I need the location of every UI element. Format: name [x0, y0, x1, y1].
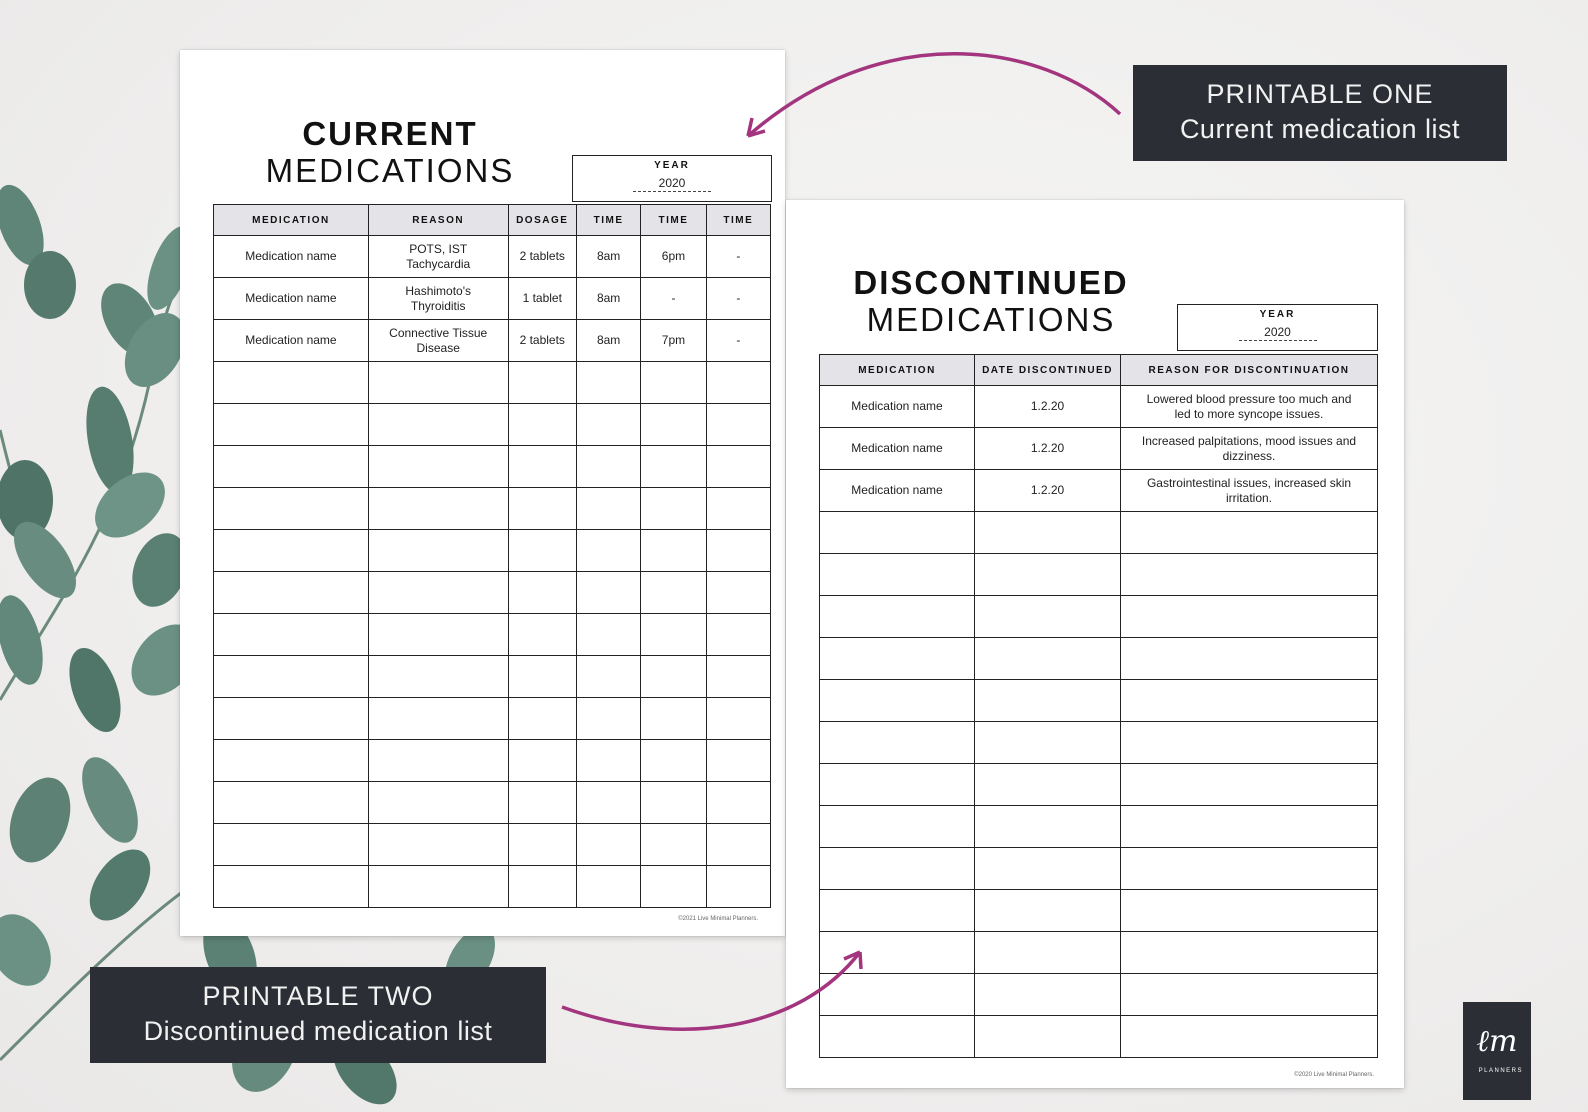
blank-table-row: [214, 404, 771, 446]
logo-wordmark: PLANNERS: [1478, 1068, 1523, 1074]
empty-cell[interactable]: [368, 404, 508, 446]
empty-cell[interactable]: [214, 656, 369, 698]
empty-cell[interactable]: [820, 806, 975, 848]
empty-cell[interactable]: [706, 740, 770, 782]
empty-cell[interactable]: [214, 446, 369, 488]
empty-cell[interactable]: [1121, 806, 1378, 848]
table-cell[interactable]: Gastrointestinal issues, increased skin irritation.: [1121, 470, 1378, 512]
table-cell[interactable]: 1.2.20: [975, 470, 1121, 512]
empty-cell[interactable]: [214, 572, 369, 614]
table-cell[interactable]: 2 tablets: [508, 320, 576, 362]
blank-table-row: [214, 740, 771, 782]
blank-table-row: [820, 764, 1378, 806]
empty-cell[interactable]: [368, 530, 508, 572]
table-header-row: [820, 355, 1378, 386]
blank-table-row: [214, 530, 771, 572]
empty-cell[interactable]: [706, 824, 770, 866]
table-cell[interactable]: Medication name: [820, 428, 975, 470]
blank-table-row: [820, 974, 1378, 1016]
empty-cell[interactable]: [576, 782, 640, 824]
empty-cell[interactable]: [641, 740, 706, 782]
empty-cell[interactable]: [706, 362, 770, 404]
table-header-row: [214, 205, 771, 236]
column-header: TIME: [576, 205, 640, 236]
empty-cell[interactable]: [641, 362, 706, 404]
empty-cell[interactable]: [1121, 554, 1378, 596]
table-row: [214, 320, 771, 362]
empty-cell[interactable]: [820, 974, 975, 1016]
empty-cell[interactable]: [641, 656, 706, 698]
year-underline: [633, 190, 711, 192]
empty-cell[interactable]: [706, 446, 770, 488]
table-cell[interactable]: 7pm: [641, 320, 706, 362]
table-cell[interactable]: Medication name: [214, 278, 369, 320]
empty-cell[interactable]: [820, 1016, 975, 1058]
empty-cell[interactable]: [1121, 722, 1378, 764]
callout-subtitle: Current medication list: [1179, 114, 1461, 144]
current-medications-sheet: [180, 50, 785, 936]
empty-cell[interactable]: [975, 890, 1121, 932]
table-cell[interactable]: POTS, IST Tachycardia: [368, 236, 508, 278]
year-value: 2020: [658, 176, 686, 190]
empty-cell[interactable]: [641, 824, 706, 866]
discontinued-title-bold: DISCONTINUED: [853, 264, 1129, 301]
discontinued-title-light: MEDICATIONS: [866, 301, 1116, 338]
table-cell[interactable]: Medication name: [214, 320, 369, 362]
empty-cell[interactable]: [1121, 680, 1378, 722]
empty-cell[interactable]: [508, 530, 576, 572]
empty-cell[interactable]: [706, 488, 770, 530]
empty-cell[interactable]: [641, 404, 706, 446]
blank-table-row: [214, 824, 771, 866]
empty-cell[interactable]: [368, 614, 508, 656]
empty-cell[interactable]: [975, 932, 1121, 974]
current-medications-table: [213, 204, 771, 908]
empty-cell[interactable]: [576, 362, 640, 404]
empty-cell[interactable]: [576, 824, 640, 866]
table-row: [820, 470, 1378, 512]
empty-cell[interactable]: [1121, 848, 1378, 890]
empty-cell[interactable]: [820, 596, 975, 638]
empty-cell[interactable]: [975, 680, 1121, 722]
empty-cell[interactable]: [508, 698, 576, 740]
empty-cell[interactable]: [820, 890, 975, 932]
empty-cell[interactable]: [1121, 1016, 1378, 1058]
empty-cell[interactable]: [508, 404, 576, 446]
empty-cell[interactable]: [508, 740, 576, 782]
column-header: TIME: [641, 205, 706, 236]
empty-cell[interactable]: [641, 614, 706, 656]
printable-two-callout: [90, 967, 546, 1063]
empty-cell[interactable]: [706, 866, 770, 908]
year-underline: [1239, 339, 1317, 341]
lm-monogram-icon: ℓm: [1476, 1024, 1518, 1059]
empty-cell[interactable]: [214, 824, 369, 866]
empty-cell[interactable]: [508, 866, 576, 908]
table-cell[interactable]: -: [641, 278, 706, 320]
empty-cell[interactable]: [508, 362, 576, 404]
empty-cell[interactable]: [576, 404, 640, 446]
empty-cell[interactable]: [214, 740, 369, 782]
empty-cell[interactable]: [820, 512, 975, 554]
empty-cell[interactable]: [368, 488, 508, 530]
callout-title: PRINTABLE TWO: [202, 981, 434, 1011]
current-title-light: MEDICATIONS: [265, 152, 515, 189]
empty-cell[interactable]: [975, 638, 1121, 680]
empty-cell[interactable]: [508, 488, 576, 530]
blank-table-row: [820, 722, 1378, 764]
empty-cell[interactable]: [508, 656, 576, 698]
empty-cell[interactable]: [975, 596, 1121, 638]
callout-subtitle: Discontinued medication list: [143, 1016, 493, 1046]
discontinued-medications-table: [819, 354, 1378, 1058]
current-title-bold: CURRENT: [302, 115, 478, 152]
table-cell[interactable]: 1.2.20: [975, 386, 1121, 428]
discontinued-medications-sheet: [786, 200, 1404, 1088]
empty-cell[interactable]: [706, 404, 770, 446]
copyright: ©2020 Live Minimal Planners.: [1294, 1072, 1374, 1078]
table-cell[interactable]: 8am: [576, 320, 640, 362]
table-cell[interactable]: 2 tablets: [508, 236, 576, 278]
blank-table-row: [820, 680, 1378, 722]
empty-cell[interactable]: [1121, 512, 1378, 554]
empty-cell[interactable]: [214, 362, 369, 404]
empty-cell[interactable]: [1121, 764, 1378, 806]
empty-cell[interactable]: [641, 446, 706, 488]
empty-cell[interactable]: [368, 446, 508, 488]
table-cell[interactable]: Medication name: [820, 386, 975, 428]
table-cell[interactable]: Lowered blood pressure too much and led to more syncope issues.: [1121, 386, 1378, 428]
blank-table-row: [214, 446, 771, 488]
column-header: DOSAGE: [508, 205, 576, 236]
empty-cell[interactable]: [975, 1016, 1121, 1058]
table-cell[interactable]: -: [706, 236, 770, 278]
empty-cell[interactable]: [508, 782, 576, 824]
empty-cell[interactable]: [508, 572, 576, 614]
table-cell[interactable]: 8am: [576, 278, 640, 320]
table-row: [214, 278, 771, 320]
empty-cell[interactable]: [576, 446, 640, 488]
empty-cell[interactable]: [706, 782, 770, 824]
blank-table-row: [820, 638, 1378, 680]
empty-cell[interactable]: [576, 530, 640, 572]
empty-cell[interactable]: [706, 572, 770, 614]
empty-cell[interactable]: [368, 866, 508, 908]
column-header: TIME: [706, 205, 770, 236]
table-cell[interactable]: Connective Tissue Disease: [368, 320, 508, 362]
empty-cell[interactable]: [641, 572, 706, 614]
empty-cell[interactable]: [1121, 638, 1378, 680]
empty-cell[interactable]: [508, 446, 576, 488]
empty-cell[interactable]: [706, 614, 770, 656]
empty-cell[interactable]: [975, 848, 1121, 890]
empty-cell[interactable]: [820, 680, 975, 722]
empty-cell[interactable]: [1121, 974, 1378, 1016]
empty-cell[interactable]: [368, 698, 508, 740]
empty-cell[interactable]: [706, 698, 770, 740]
empty-cell[interactable]: [706, 530, 770, 572]
current-year-box: [572, 155, 772, 202]
empty-cell[interactable]: [214, 614, 369, 656]
empty-cell[interactable]: [214, 866, 369, 908]
empty-cell[interactable]: [641, 782, 706, 824]
table-cell[interactable]: Medication name: [214, 236, 369, 278]
empty-cell[interactable]: [368, 824, 508, 866]
empty-cell[interactable]: [368, 740, 508, 782]
empty-cell[interactable]: [820, 554, 975, 596]
table-cell[interactable]: Increased palpitations, mood issues and dizziness.: [1121, 428, 1378, 470]
table-cell[interactable]: -: [706, 278, 770, 320]
blank-table-row: [820, 806, 1378, 848]
blank-table-row: [214, 782, 771, 824]
live-minimal-planners-logo: [1463, 1002, 1531, 1100]
discontinued-year-box: [1177, 304, 1378, 351]
empty-cell[interactable]: [706, 656, 770, 698]
blank-table-row: [820, 554, 1378, 596]
blank-table-row: [214, 656, 771, 698]
empty-cell[interactable]: [975, 974, 1121, 1016]
empty-cell[interactable]: [975, 512, 1121, 554]
empty-cell[interactable]: [641, 866, 706, 908]
empty-cell[interactable]: [576, 698, 640, 740]
empty-cell[interactable]: [368, 782, 508, 824]
year-label: YEAR: [1259, 309, 1296, 320]
empty-cell[interactable]: [508, 824, 576, 866]
empty-cell[interactable]: [641, 698, 706, 740]
empty-cell[interactable]: [820, 764, 975, 806]
blank-table-row: [214, 698, 771, 740]
empty-cell[interactable]: [214, 530, 369, 572]
table-row: [820, 386, 1378, 428]
empty-cell[interactable]: [368, 572, 508, 614]
empty-cell[interactable]: [576, 614, 640, 656]
empty-cell[interactable]: [368, 362, 508, 404]
table-row: [214, 236, 771, 278]
blank-table-row: [214, 362, 771, 404]
column-header: REASON: [368, 205, 508, 236]
blank-table-row: [214, 866, 771, 908]
empty-cell[interactable]: [214, 698, 369, 740]
blank-table-row: [820, 890, 1378, 932]
blank-table-row: [820, 848, 1378, 890]
blank-table-row: [214, 614, 771, 656]
empty-cell[interactable]: [1121, 932, 1378, 974]
table-cell[interactable]: -: [706, 320, 770, 362]
column-header: MEDICATION: [820, 355, 975, 386]
empty-cell[interactable]: [1121, 596, 1378, 638]
column-header: MEDICATION: [214, 205, 369, 236]
table-cell[interactable]: Hashimoto's Thyroiditis: [368, 278, 508, 320]
empty-cell[interactable]: [975, 554, 1121, 596]
empty-cell[interactable]: [820, 638, 975, 680]
empty-cell[interactable]: [975, 806, 1121, 848]
printable-one-callout: [1133, 65, 1507, 161]
empty-cell[interactable]: [576, 572, 640, 614]
empty-cell[interactable]: [576, 488, 640, 530]
column-header: REASON FOR DISCONTINUATION: [1121, 355, 1378, 386]
blank-table-row: [820, 596, 1378, 638]
column-header: DATE DISCONTINUED: [975, 355, 1121, 386]
year-value: 2020: [1264, 325, 1291, 339]
table-row: [820, 428, 1378, 470]
empty-cell[interactable]: [1121, 890, 1378, 932]
empty-cell[interactable]: [820, 848, 975, 890]
empty-cell[interactable]: [214, 782, 369, 824]
blank-table-row: [820, 932, 1378, 974]
blank-table-row: [820, 512, 1378, 554]
table-cell[interactable]: 1.2.20: [975, 428, 1121, 470]
empty-cell[interactable]: [576, 866, 640, 908]
callout-title: PRINTABLE ONE: [1206, 79, 1434, 109]
empty-cell[interactable]: [820, 722, 975, 764]
empty-cell[interactable]: [641, 530, 706, 572]
empty-cell[interactable]: [576, 740, 640, 782]
blank-table-row: [214, 572, 771, 614]
empty-cell[interactable]: [820, 932, 975, 974]
blank-table-row: [214, 488, 771, 530]
empty-cell[interactable]: [368, 656, 508, 698]
year-label: YEAR: [654, 160, 690, 171]
empty-cell[interactable]: [975, 722, 1121, 764]
empty-cell[interactable]: [641, 488, 706, 530]
empty-cell[interactable]: [576, 656, 640, 698]
copyright: ©2021 Live Minimal Planners.: [678, 916, 758, 922]
empty-cell[interactable]: [214, 488, 369, 530]
table-cell[interactable]: 1 tablet: [508, 278, 576, 320]
empty-cell[interactable]: [214, 404, 369, 446]
empty-cell[interactable]: [975, 764, 1121, 806]
blank-table-row: [820, 1016, 1378, 1058]
table-cell[interactable]: 8am: [576, 236, 640, 278]
table-cell[interactable]: Medication name: [820, 470, 975, 512]
empty-cell[interactable]: [508, 614, 576, 656]
table-cell[interactable]: 6pm: [641, 236, 706, 278]
